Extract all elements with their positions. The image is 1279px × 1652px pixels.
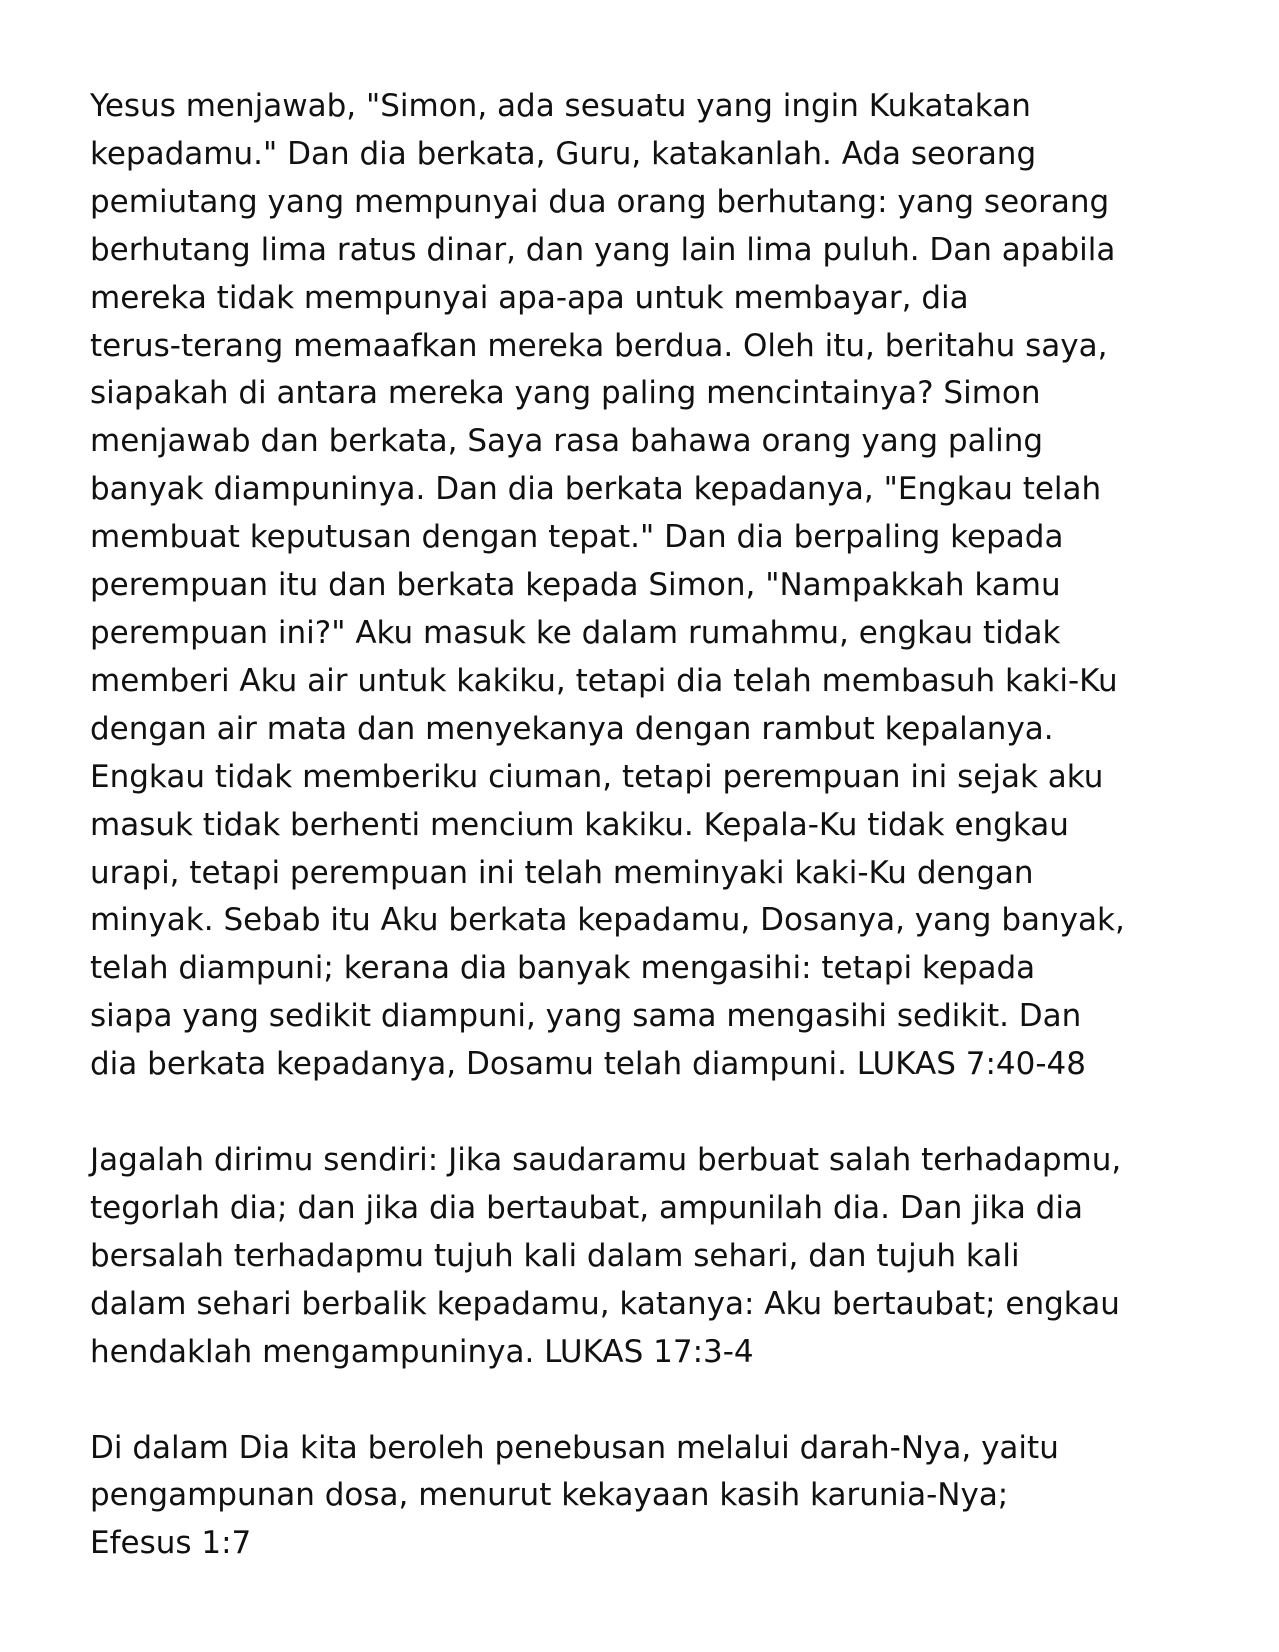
paragraph-ephesians-1: Di dalam Dia kita beroleh penebusan melalui darah-Nya, yaitu pengampunan dosa, menurut kekayaan kasih karunia-Nya; Efesus 1:7: [90, 1429, 1059, 1562]
document-body: [90, 83, 1220, 1568]
paragraph-spacer: [90, 1377, 1220, 1425]
paragraph-luke-7: Yesus menjawab, "Simon, ada sesuatu yang ingin Kukatakan kepadamu." Dan dia berkata, Guru, katakanlah. Ada seorang pemiutang yang mempunyai dua orang berhutang: yang seorang berhutang lima ratus dinar, dan yang lain lima puluh. Dan apabila mereka tidak mempunyai apa-apa untuk membayar, dia terus-terang memaafkan mereka berdua. Oleh itu, beritahu saya, siapakah di antara mereka yang paling mencintainya? Simon menjawab dan berkata, Saya rasa bahawa orang yang paling banyak diampuninya. Dan dia berkata kepadanya, "Engkau telah membuat keputusan dengan tepat." Dan dia berpaling kepada perempuan itu dan berkata kepada Simon, "Nampakkah kamu perempuan ini?" Aku masuk ke dalam rumahmu, engkau tidak memberi Aku air untuk kakiku, tetapi dia telah membasuh kaki-Ku dengan air mata dan menyekanya dengan rambut kepalanya. Engkau tidak memberiku ciuman, tetapi perempuan ini sejak aku masuk tidak berhenti mencium kakiku. Kepala-Ku tidak engkau urapi, tetapi perempuan ini telah meminyaki kaki-Ku dengan minyak. Sebab itu Aku berkata kepadamu, Dosanya, yang banyak, telah diampuni; kerana dia banyak mengasihi: tetapi kepada siapa yang sedikit diampuni, yang sama mengasihi sedikit. Dan dia berkata kepadanya, Dosamu telah diampuni. LUKAS 7:40-48: [90, 88, 1125, 1083]
paragraph-spacer: [90, 1089, 1220, 1137]
paragraph-luke-17: Jagalah dirimu sendiri: Jika saudaramu berbuat salah terhadapmu, tegorlah dia; dan jika dia bertaubat, ampunilah dia. Dan jika dia bersalah terhadapmu tujuh kali dalam sehari, dan tujuh kali dalam sehari berbalik kepadamu, katanya: Aku bertaubat; engkau hendaklah mengampuninya. LUKAS 17:3-4: [90, 1142, 1122, 1370]
